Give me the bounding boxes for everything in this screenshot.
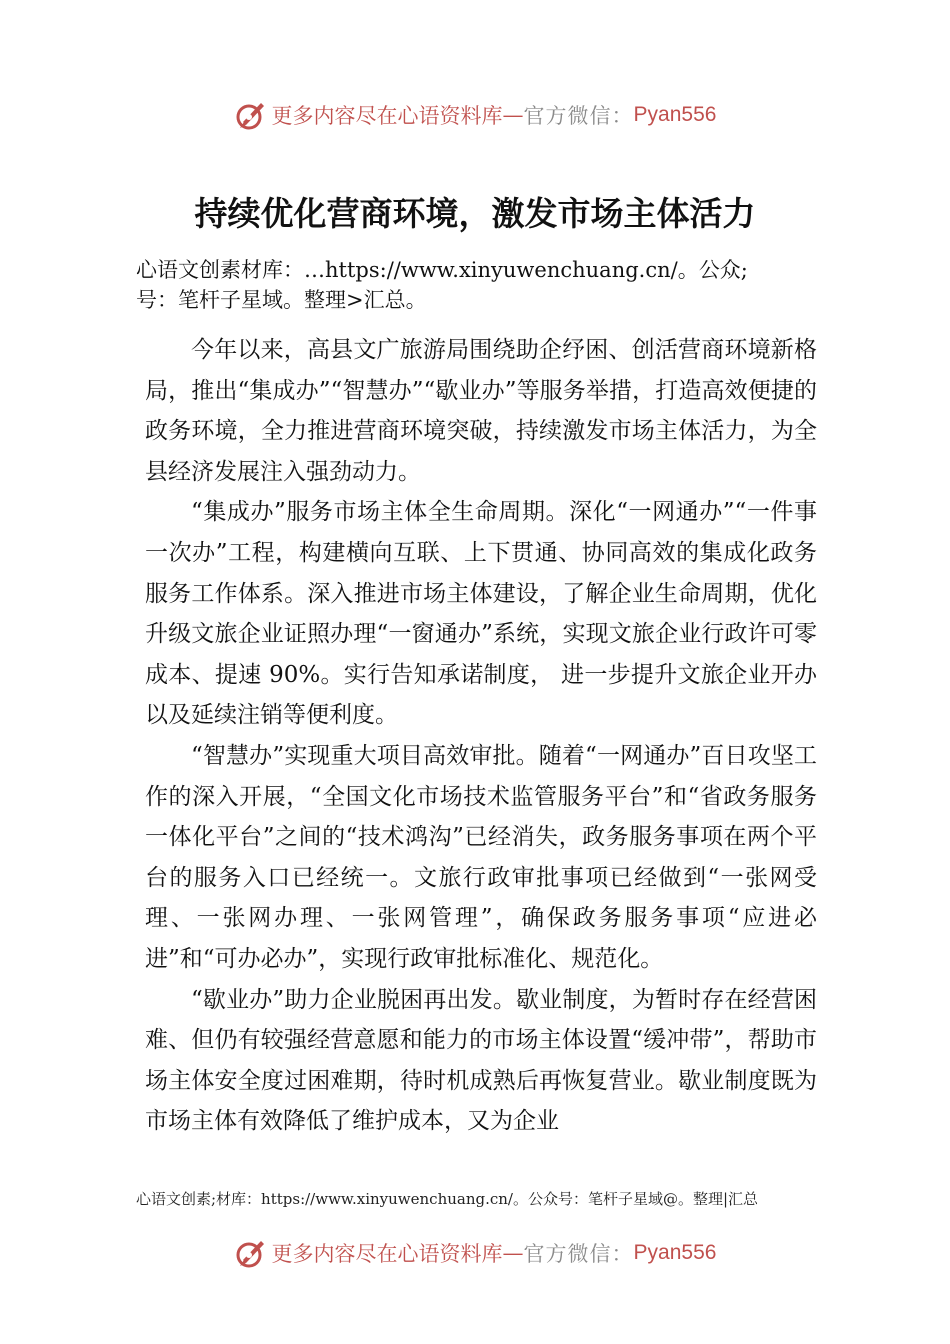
banner-separator: — — [502, 1241, 524, 1265]
banner-wechat-label: 官方微信： — [523, 1242, 634, 1266]
banner-separator: — — [502, 103, 524, 127]
banner-main-text: 更多内容尽在心语资料库 — [271, 104, 503, 128]
paragraph-zhihuiban: “智慧办”实现重大项目高效审批。随着“一网通办”百日攻坚工作的深入开展，“全国文化市场技术监管服务平台”和“省政务服务一体化平台”之间的“技术鸿沟”已经消失，政务服务事项在两个平台的服务入口已经统一。文旅行政审批事项已经做到“一张网受理、一张网办理、一张网管理”，确保政务服务事项“应进必进”和“可办必办”，实现行政审批标准化、规范化。 — [145, 742, 817, 972]
source-note — [136, 255, 836, 315]
banner-wechat-id: Pyan556 — [633, 1241, 717, 1264]
quill-pen-logo-icon — [234, 98, 268, 132]
quill-pen-logo-icon — [234, 1236, 268, 1270]
paragraph-jichengban: “集成办”服务市场主体全生命周期。深化“一网通办”“一件事一次办”工程，构建横向互联、上下贯通、协同高效的集成化政务服务工作体系。深入推进市场主体建设，了解企业生命周期，优化升级文旅企业证照办理“一窗通办”系统，实现文旅企业行政许可零成本、提速 90%。实行告知承诺制度， 进一步提升文旅企业开办以及延续注销等便利度。 — [145, 499, 817, 729]
banner-main-text: 更多内容尽在心语资料库 — [271, 1242, 503, 1266]
document-title: 持续优化营商环境，激发市场主体活力 — [194, 194, 756, 233]
paragraph-xieyeban: “歇业办”助力企业脱困再出发。歇业制度，为暂时存在经营困难、但仍有较强经营意愿和能力的市场主体设置“缓冲带”，帮助市场主体安全度过困难期，待时机成熟后再恢复营业。歇业制度既为市场主体有效降低了维护成本，又为企业 — [145, 986, 817, 1135]
source-note-line-2: 号：笔杆子星域。整理>汇总。 — [136, 288, 427, 312]
page-footer-note: 心语文创素;材库：https://www.xinyuwenchuang.cn/。公众号：笔杆子星域@。整理|汇总 — [136, 1190, 759, 1208]
source-note-line-1: 心语文创素材库：…https://www.xinyuwenchuang.cn/。公众; — [136, 258, 748, 282]
banner-wechat-label: 官方微信： — [523, 104, 634, 128]
footer-banner — [0, 1233, 950, 1273]
banner-wechat-id: Pyan556 — [633, 103, 717, 126]
header-banner — [0, 95, 950, 135]
paragraph-intro: 今年以来，高县文广旅游局围绕助企纾困、创活营商环境新格局，推出“集成办”“智慧办”“歇业办”等服务举措，打造高效便捷的政务环境，全力推进营商环境突破，持续激发市场主体活力，为全县经济发展注入强劲动力。 — [145, 337, 817, 485]
article-body — [145, 330, 817, 1142]
